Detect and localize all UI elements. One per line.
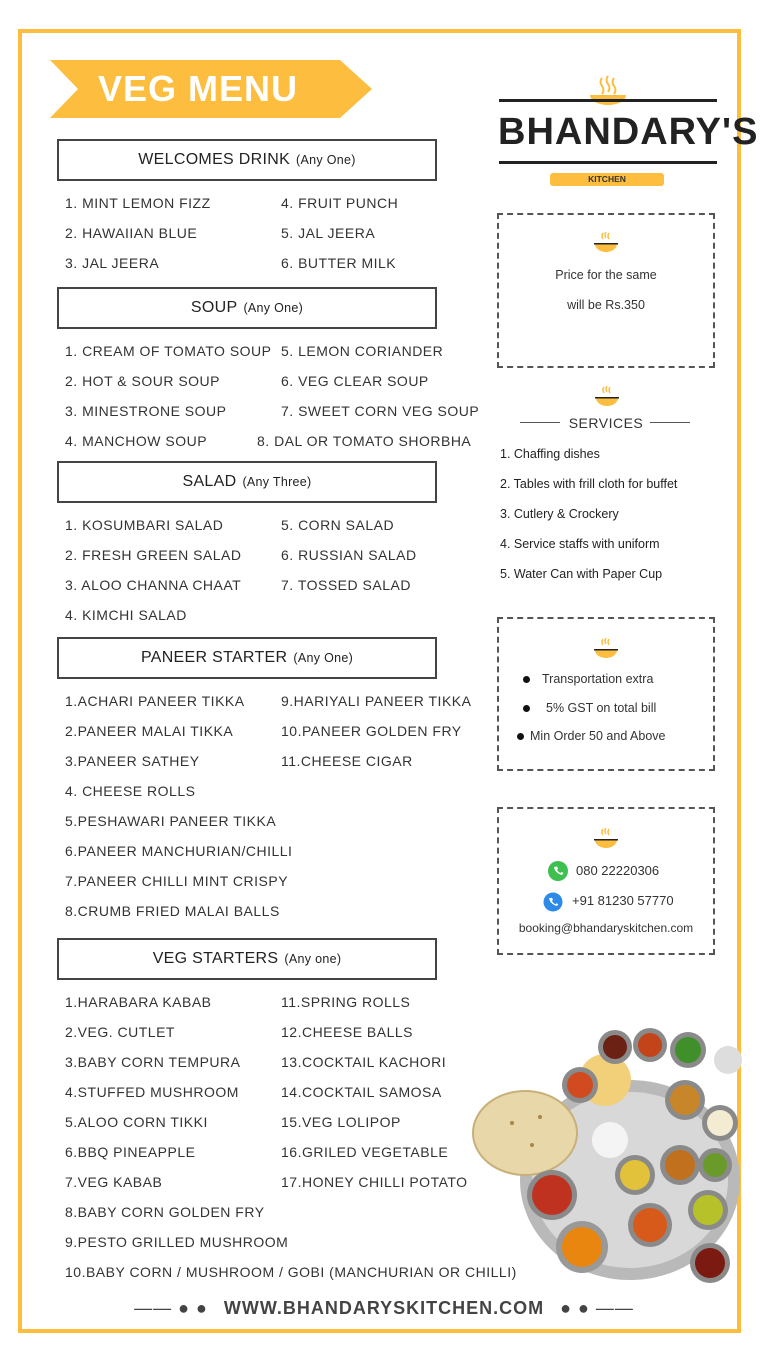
menu-item: 7.PANEER CHILLI MINT CRISPY: [65, 873, 289, 889]
menu-item: 10.PANEER GOLDEN FRY: [281, 723, 462, 739]
menu-item: 4. MANCHOW SOUP: [65, 433, 208, 449]
menu-item: 11.SPRING ROLLS: [281, 994, 411, 1010]
menu-item: 7.VEG KABAB: [65, 1174, 163, 1190]
menu-item: 3. MINESTRONE SOUP: [65, 403, 227, 419]
menu-item: 14.COCKTAIL SAMOSA: [281, 1084, 442, 1100]
menu-item: 3.PANEER SATHEY: [65, 753, 200, 769]
menu-item: 1. MINT LEMON FIZZ: [65, 195, 211, 211]
menu-item: 4. KIMCHI SALAD: [65, 607, 187, 623]
section-veg-starters: VEG STARTERS (Any one): [57, 938, 437, 980]
brand-name: BHANDARY'S: [498, 111, 759, 153]
menu-item: 5. LEMON CORIANDER: [281, 343, 444, 359]
menu-item: 17.HONEY CHILLI POTATO: [281, 1174, 468, 1190]
services-title: SERVICES: [568, 415, 644, 431]
footer-dots-right: ● ● ——: [560, 1298, 634, 1318]
menu-item: 5.ALOO CORN TIKKI: [65, 1114, 208, 1130]
menu-item: 10.BABY CORN / MUSHROOM / GOBI (MANCHURIAN OR CHILLI): [65, 1264, 517, 1280]
brand-logo: [498, 75, 759, 187]
bullet-icon: [523, 676, 530, 683]
menu-item: 6.PANEER MANCHURIAN/CHILLI: [65, 843, 293, 859]
menu-item: 3. ALOO CHANNA CHAAT: [65, 577, 242, 593]
section-salad: SALAD (Any Three): [57, 461, 437, 503]
menu-item: 2.PANEER MALAI TIKKA: [65, 723, 234, 739]
menu-item: 4.STUFFED MUSHROOM: [65, 1084, 239, 1100]
service-item: 4. Service staffs with uniform: [500, 537, 660, 551]
cloche-icon: [594, 386, 620, 410]
note-item: 5% GST on total bill: [546, 701, 657, 715]
menu-item: 16.GRILED VEGETABLE: [281, 1144, 449, 1160]
menu-item: 7. TOSSED SALAD: [281, 577, 411, 593]
menu-item: 12.CHEESE BALLS: [281, 1024, 414, 1040]
whatsapp-icon: [547, 860, 569, 882]
cloche-icon: [593, 638, 619, 662]
price-line-2: will be Rs.350: [567, 298, 645, 312]
title-banner: [50, 60, 372, 118]
divider: [650, 422, 690, 423]
email-link[interactable]: booking@bhandaryskitchen.com: [518, 921, 694, 935]
cloche-icon: [593, 232, 619, 256]
menu-item: 3.BABY CORN TEMPURA: [65, 1054, 241, 1070]
section-welcome-drink: WELCOMES DRINK (Any One): [57, 139, 437, 181]
menu-item: 5.PESHAWARI PANEER TIKKA: [65, 813, 277, 829]
menu-item: 1.HARABARA KABAB: [65, 994, 212, 1010]
menu-item: 2. FRESH GREEN SALAD: [65, 547, 242, 563]
menu-item: 7. SWEET CORN VEG SOUP: [281, 403, 480, 419]
menu-item: 9.HARIYALI PANEER TIKKA: [281, 693, 472, 709]
footer-dots-left: —— ● ●: [134, 1298, 208, 1318]
menu-item: 3. JAL JEERA: [65, 255, 160, 271]
phone-number: +91 81230 57770: [572, 893, 674, 908]
section-paneer-starter: PANEER STARTER (Any One): [57, 637, 437, 679]
note-item: Min Order 50 and Above: [530, 729, 666, 743]
menu-title: VEG MENU: [98, 68, 299, 109]
menu-item: 1. KOSUMBARI SALAD: [65, 517, 224, 533]
menu-item: 6. VEG CLEAR SOUP: [281, 373, 429, 389]
menu-item: 9.PESTO GRILLED MUSHROOM: [65, 1234, 289, 1250]
service-item: 3. Cutlery & Crockery: [500, 507, 619, 521]
menu-item: 6. BUTTER MILK: [281, 255, 397, 271]
service-item: 1. Chaffing dishes: [500, 447, 600, 461]
website-link[interactable]: WWW.BHANDARYSKITCHEN.COM: [223, 1298, 545, 1318]
whatsapp-number: 080 22220306: [576, 863, 660, 878]
phone-icon: [543, 892, 563, 912]
menu-item: 5. CORN SALAD: [281, 517, 395, 533]
menu-item: 6.BBQ PINEAPPLE: [65, 1144, 196, 1160]
menu-item: 13.COCKTAIL KACHORI: [281, 1054, 447, 1070]
menu-item: 2. HOT & SOUR SOUP: [65, 373, 220, 389]
menu-item: 2. HAWAIIAN BLUE: [65, 225, 198, 241]
menu-item: 4. FRUIT PUNCH: [281, 195, 399, 211]
menu-item: 6. RUSSIAN SALAD: [281, 547, 417, 563]
footer: [0, 1298, 768, 1319]
menu-item: 8.BABY CORN GOLDEN FRY: [65, 1204, 265, 1220]
price-line-1: Price for the same: [555, 268, 657, 282]
menu-item: 4. CHEESE ROLLS: [65, 783, 196, 799]
brand-sub: KITCHEN: [588, 174, 626, 184]
menu-item: 8. DAL OR TOMATO SHORBHA: [257, 433, 472, 449]
section-soup: SOUP (Any One): [57, 287, 437, 329]
menu-item: 1. CREAM OF TOMATO SOUP: [65, 343, 272, 359]
divider: [520, 422, 560, 423]
menu-item: 2.VEG. CUTLET: [65, 1024, 175, 1040]
service-item: 2. Tables with frill cloth for buffet: [500, 477, 678, 491]
food-platter-image: [470, 1005, 742, 1295]
bullet-icon: [523, 705, 530, 712]
menu-item: 15.VEG LOLIPOP: [281, 1114, 401, 1130]
cloche-icon: [593, 828, 619, 852]
menu-item: 1.ACHARI PANEER TIKKA: [65, 693, 245, 709]
menu-item: 8.CRUMB FRIED MALAI BALLS: [65, 903, 280, 919]
menu-item: 5. JAL JEERA: [281, 225, 376, 241]
note-item: Transportation extra: [542, 672, 654, 686]
menu-item: 11.CHEESE CIGAR: [281, 753, 413, 769]
service-item: 5. Water Can with Paper Cup: [500, 567, 663, 581]
bullet-icon: [517, 733, 524, 740]
